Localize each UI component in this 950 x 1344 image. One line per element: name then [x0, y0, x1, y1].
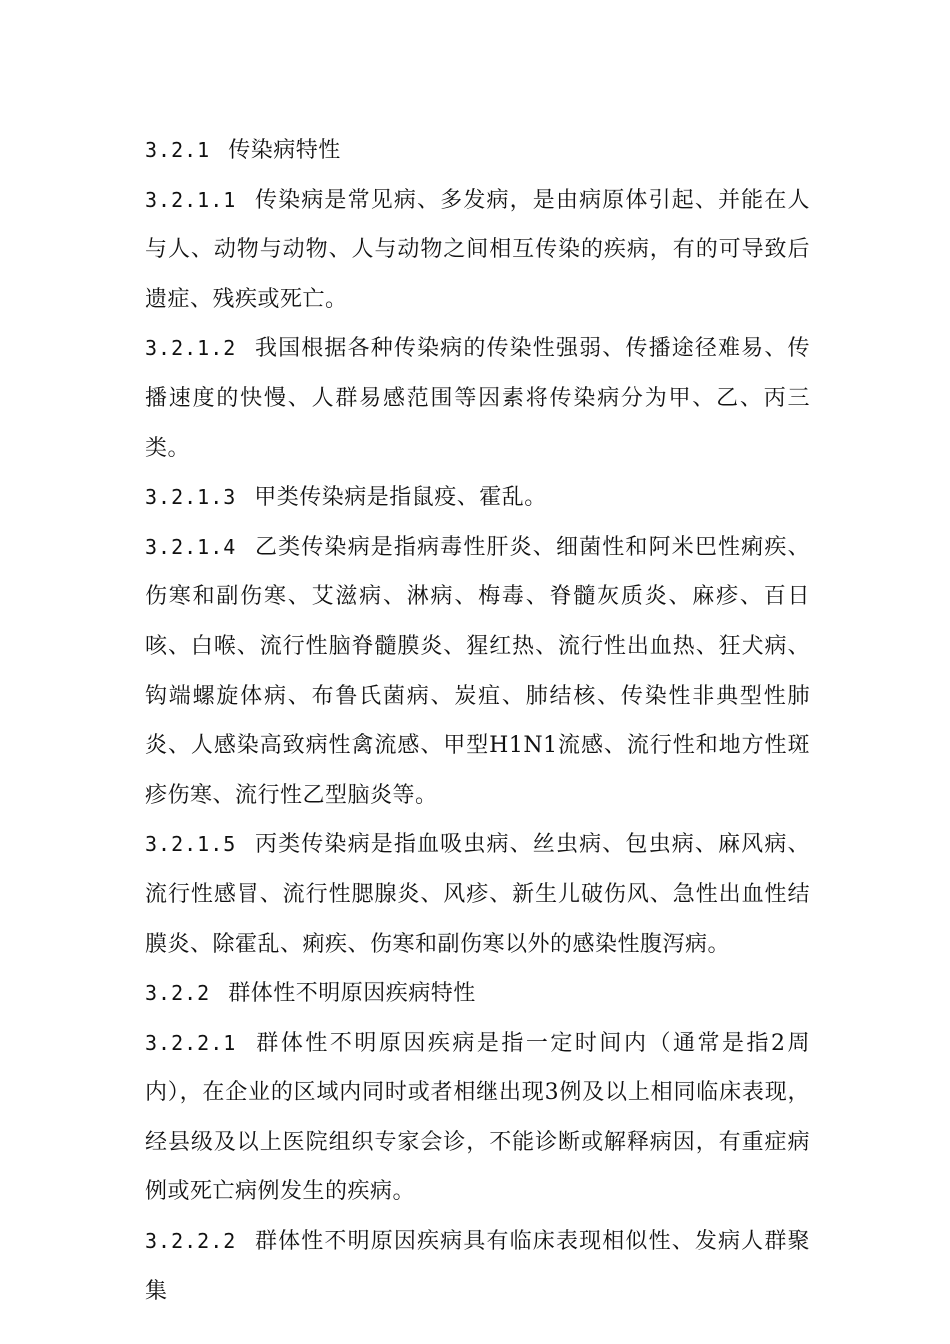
paragraph-text: 我国根据各种传染病的传染性强弱、传播途径难易、传播速度的快慢、人群易感范围等因素将传染病分为甲、乙、丙三类。 [145, 336, 810, 461]
paragraph-number: 3.2.2.1 [145, 1030, 237, 1055]
section-number: 3.2.1 [145, 138, 211, 162]
paragraph-number: 3.2.1.4 [145, 534, 237, 559]
paragraph-3-2-1-4 [145, 523, 810, 821]
section-heading-3-2-1 [145, 126, 810, 176]
document-page [145, 126, 810, 1316]
paragraph-number: 3.2.1.2 [145, 336, 237, 361]
paragraph-number: 3.2.2.2 [145, 1229, 237, 1254]
paragraph-number: 3.2.1.5 [145, 832, 237, 857]
section-title: 群体性不明原因疾病特性 [228, 981, 476, 1007]
paragraph-text: 丙类传染病是指血吸虫病、丝虫病、包虫病、麻风病、流行性感冒、流行性腮腺炎、风疹、新生儿破伤风、急性出血性结膜炎、除霍乱、痢疾、伤寒和副伤寒以外的感染性腹泻病。 [145, 832, 810, 957]
paragraph-3-2-2-1 [145, 1019, 810, 1217]
paragraph-number: 3.2.1.3 [145, 485, 237, 510]
paragraph-text: 传染病是常见病、多发病，是由病原体引起、并能在人与人、动物与动物、人与动物之间相互传染的疾病，有的可导致后遗症、残疾或死亡。 [145, 187, 810, 312]
section-heading-3-2-2 [145, 969, 810, 1019]
paragraph-3-2-1-1 [145, 176, 810, 325]
section-number: 3.2.2 [145, 981, 211, 1006]
paragraph-3-2-2-2 [145, 1217, 810, 1316]
paragraph-text: 群体性不明原因疾病具有临床表现相似性、发病人群聚集 [145, 1229, 810, 1304]
paragraph-3-2-1-3 [145, 473, 810, 523]
paragraph-text: 群体性不明原因疾病是指一定时间内（通常是指2周内），在企业的区域内同时或者相继出现3例及以上相同临床表现，经县级及以上医院组织专家会诊，不能诊断或解释病因，有重症病例或死亡病例发生的疾病。 [145, 1030, 810, 1205]
paragraph-3-2-1-5 [145, 820, 810, 969]
paragraph-text: 乙类传染病是指病毒性肝炎、细菌性和阿米巴性痢疾、伤寒和副伤寒、艾滋病、淋病、梅毒、脊髓灰质炎、麻疹、百日咳、白喉、流行性脑脊髓膜炎、猩红热、流行性出血热、狂犬病、钩端螺旋体病、布鲁氏菌病、炭疽、肺结核、传染性非典型性肺炎、人感染高致病性禽流感、甲型H1N1流感、流行性和地方性斑疹伤寒、流行性乙型脑炎等。 [145, 534, 810, 808]
section-title: 传染病特性 [228, 138, 341, 163]
paragraph-3-2-1-2 [145, 324, 810, 473]
paragraph-number: 3.2.1.1 [145, 187, 237, 212]
paragraph-text: 甲类传染病是指鼠疫、霍乱。 [254, 485, 547, 511]
